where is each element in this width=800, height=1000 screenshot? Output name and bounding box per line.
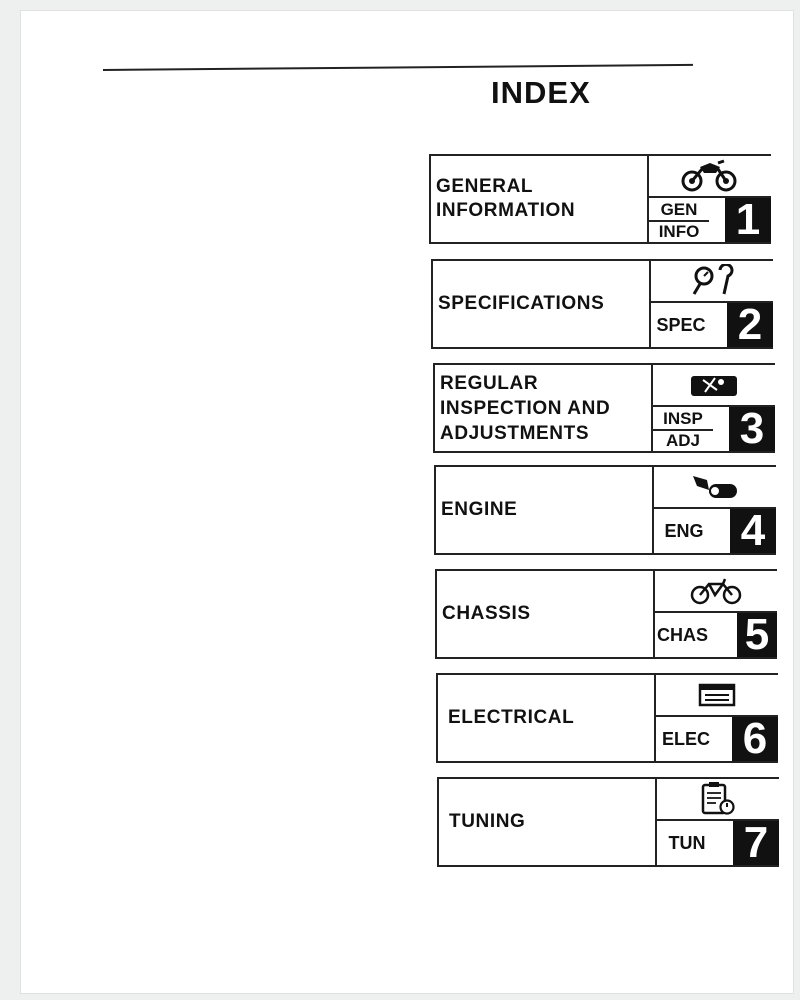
tab-label: CHASSIS <box>437 571 655 657</box>
engine-cylinder-icon <box>687 470 743 504</box>
tab-label: GENERAL INFORMATION <box>431 156 649 242</box>
tab-number: 5 <box>737 613 777 657</box>
index-tab-engine[interactable] <box>434 465 776 555</box>
tab-label: REGULAR INSPECTION AND ADJUSTMENTS <box>435 365 653 451</box>
tab-abbreviation: ELEC <box>661 729 710 749</box>
index-tab-electrical[interactable] <box>436 673 778 763</box>
manual-index-page <box>20 10 794 994</box>
gauge-wrench-icon <box>690 264 734 298</box>
tab-number: 7 <box>733 821 779 865</box>
tab-abbreviation: CHAS <box>657 625 709 645</box>
tab-label: ELECTRICAL <box>438 675 656 761</box>
tab-number: 1 <box>725 198 771 242</box>
tab-abbreviation: INSP <box>653 409 713 431</box>
tab-number: 2 <box>727 303 773 347</box>
battery-icon <box>697 680 737 710</box>
tab-number: 3 <box>729 407 775 451</box>
tab-abbreviation: ADJ <box>665 431 700 450</box>
index-tab-specifications[interactable] <box>431 259 773 349</box>
index-tab-tuning[interactable] <box>437 777 779 867</box>
tab-label: ENGINE <box>436 467 654 553</box>
page-title: INDEX <box>491 75 591 110</box>
tab-abbreviation: INFO <box>658 222 700 241</box>
tab-label: SPECIFICATIONS <box>433 261 651 347</box>
tab-abbreviation: GEN <box>649 200 709 222</box>
index-tab-general-information[interactable] <box>429 154 771 244</box>
tab-number: 4 <box>730 509 776 553</box>
clipboard-stopwatch-icon <box>698 781 738 817</box>
motorcycle-icon <box>680 159 740 193</box>
header-rule <box>103 64 693 71</box>
index-tab-chassis[interactable] <box>435 569 777 659</box>
index-tab-regular-inspection-and-adjustments[interactable] <box>433 363 775 453</box>
tab-label: TUNING <box>439 779 657 865</box>
tab-number: 6 <box>732 717 778 761</box>
bike-frame-icon <box>689 576 743 606</box>
tab-abbreviation: ENG <box>664 521 704 541</box>
toolbox-icon <box>687 370 741 400</box>
tab-abbreviation: TUN <box>668 833 706 853</box>
tab-abbreviation: SPEC <box>656 315 706 335</box>
